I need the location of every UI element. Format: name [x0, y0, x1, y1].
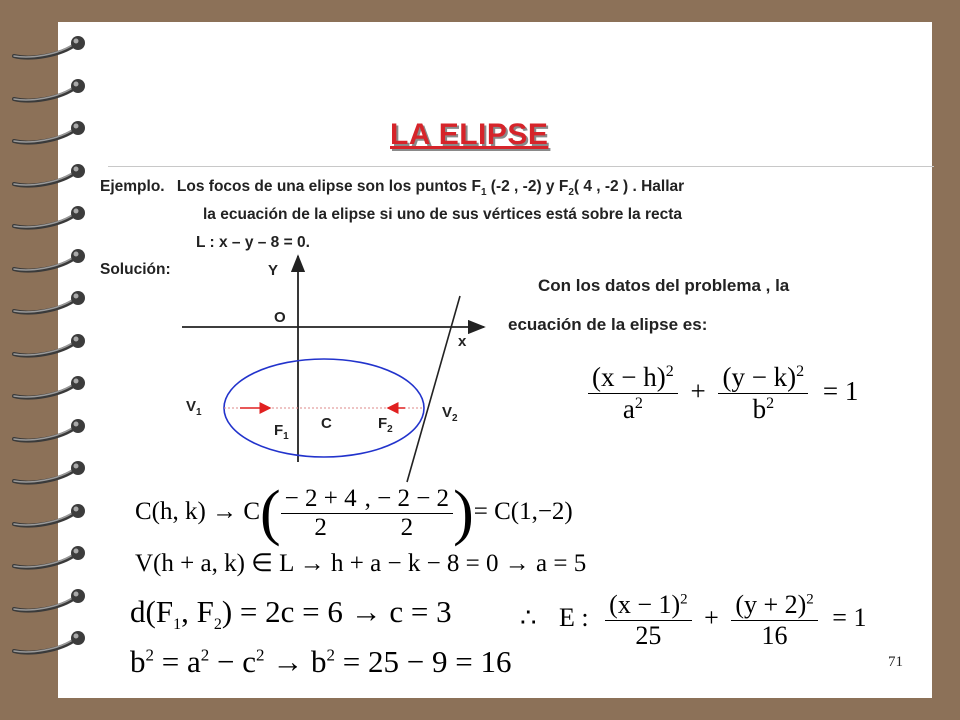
center-label: C: [321, 415, 332, 432]
problem-line-3: L : x – y – 8 = 0.: [196, 234, 310, 251]
problem-text-1: Los focos de una elipse son los puntos F: [176, 178, 481, 195]
vertex-step: V(h + a, k) ∈ L → h + a − k − 8 = 0 → a = 5: [135, 550, 587, 577]
fraction-y: $\frac{(y - k)^2}{b^2}$: [718, 362, 808, 425]
f2-sub: 2: [568, 187, 574, 199]
b-squared-step: $b^2 = a^2 - c^2 \to b^2 = 25 - 9 = 16$: [130, 644, 512, 679]
f1-label: $F_1$: [274, 422, 289, 442]
distance-step: $d(F_1$, $F_2) = 2c = 6 \to c = 3$: [130, 594, 452, 634]
side-text-line-2: ecuación de la elipse es:: [508, 315, 708, 334]
therefore-symbol: ∴: [520, 603, 537, 633]
page-number: 71: [888, 654, 903, 670]
x-axis-label: x: [458, 333, 467, 350]
problem-line-2: la ecuación de la elipse si uno de sus vértices está sobre la recta: [203, 206, 683, 223]
problem-f1-coords: (-2 , -2) y F: [486, 178, 569, 195]
y-axis-label: Y: [268, 262, 279, 279]
center-step: C(h, k) → C( $\frac{- 2 + 4}{2}$ $\frac{, - 2 - 2}{2}$ )= C(1,−2): [135, 479, 573, 547]
final-equation: ∴ E : $\frac{(x - 1)^2}{25}$ + $\frac{(y + 2)^2}{16}$ = 1: [520, 590, 867, 650]
solucion-label: Solución:: [100, 261, 171, 278]
f1-sub: 1: [480, 187, 487, 199]
v1-label: $V_1$: [186, 398, 202, 418]
ellipse-label: E :: [559, 603, 589, 633]
ejemplo-label: Ejemplo.: [100, 178, 165, 195]
final-fraction-x: $\frac{(x - 1)^2}{25}$: [605, 590, 691, 651]
side-text-line-1: Con los datos del problema , la: [538, 276, 790, 295]
general-equation: $\frac{(x - h)^2}{a^2}$ + $\frac{(y - k)^2}{b^2}$ = 1: [588, 362, 858, 425]
problem-text-1-end: ( 4 , -2 ) . Hallar: [573, 178, 685, 195]
slide-title: LA ELIPSE: [390, 118, 549, 151]
origin-label: O: [274, 309, 286, 326]
fraction-x: $\frac{(x - h)^2}{a^2}$: [588, 362, 678, 425]
final-fraction-y: $\frac{(y + 2)^2}{16}$: [731, 590, 817, 651]
line-L: [407, 296, 460, 482]
v2-label: $V_2$: [442, 404, 458, 424]
f2-label: $F_2$: [378, 415, 393, 435]
